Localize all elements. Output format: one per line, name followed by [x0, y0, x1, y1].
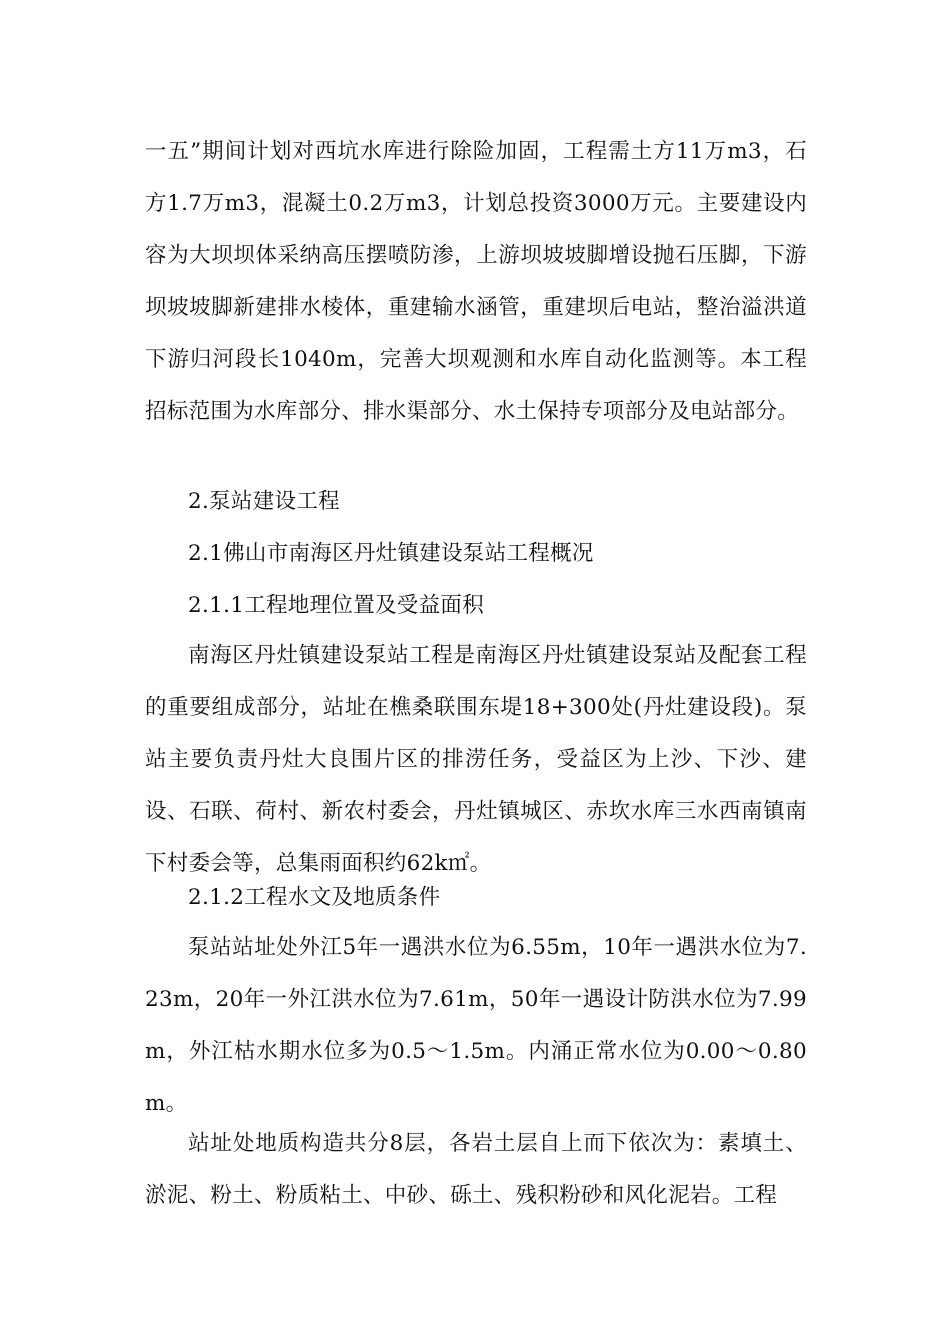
paragraph-geology: 站址处地质构造共分8层，各岩土层自上而下依次为：素填土、淤泥、粉土、粉质粘土、中砂、砾土、残积粉砂和风化泥岩。工程 — [145, 1131, 807, 1208]
paragraph-location-benefit-area: 南海区丹灶镇建设泵站工程是南海区丹灶镇建设泵站及配套工程的重要组成部分，站址在樵桑联围东堤18+300处(丹灶建设段)。泵站主要负责丹灶大良围片区的排涝任务，受益区为上沙、下沙、建设、石联、荷村、新农村委会，丹灶镇城区、赤坎水库三水西南镇南下村委会等，总集雨面积约62k㎡。 — [145, 643, 807, 876]
heading-2-1-2-hydrology-geology: 2.1.2工程水文及地质条件 — [188, 885, 441, 910]
heading-2-1-1-location: 2.1.1工程地理位置及受益面积 — [188, 593, 485, 618]
heading-2-1-overview: 2.1佛山市南海区丹灶镇建设泵站工程概况 — [188, 541, 594, 566]
paragraph-reservoir-reinforcement: 一五”期间计划对西坑水库进行除险加固，工程需土方11万m3，石方1.7万m3，混凝土0.2万m3，计划总投资3000万元。主要建设内容为大坝坝体采纳高压摆喷防渗，上游坝坡坡脚增设抛石压脚，下游坝坡坡脚新建排水棱体，重建输水涵管，重建坝后电站，整治溢洪道下游归河段长1040m，完善大坝观测和水库自动化监测等。本工程招标范围为水库部分、排水渠部分、水土保持专项部分及电站部分。 — [145, 139, 807, 424]
heading-2-pump-station: 2.泵站建设工程 — [188, 489, 340, 514]
paragraph-water-levels: 泵站站址处外江5年一遇洪水位为6.55m，10年一遇洪水位为7.23m，20年一外江洪水位为7.61m，50年一遇设计防洪水位为7.99m，外江枯水期水位多为0.5～1.5m。内涌正常水位为0.00～0.80m。 — [145, 935, 807, 1116]
